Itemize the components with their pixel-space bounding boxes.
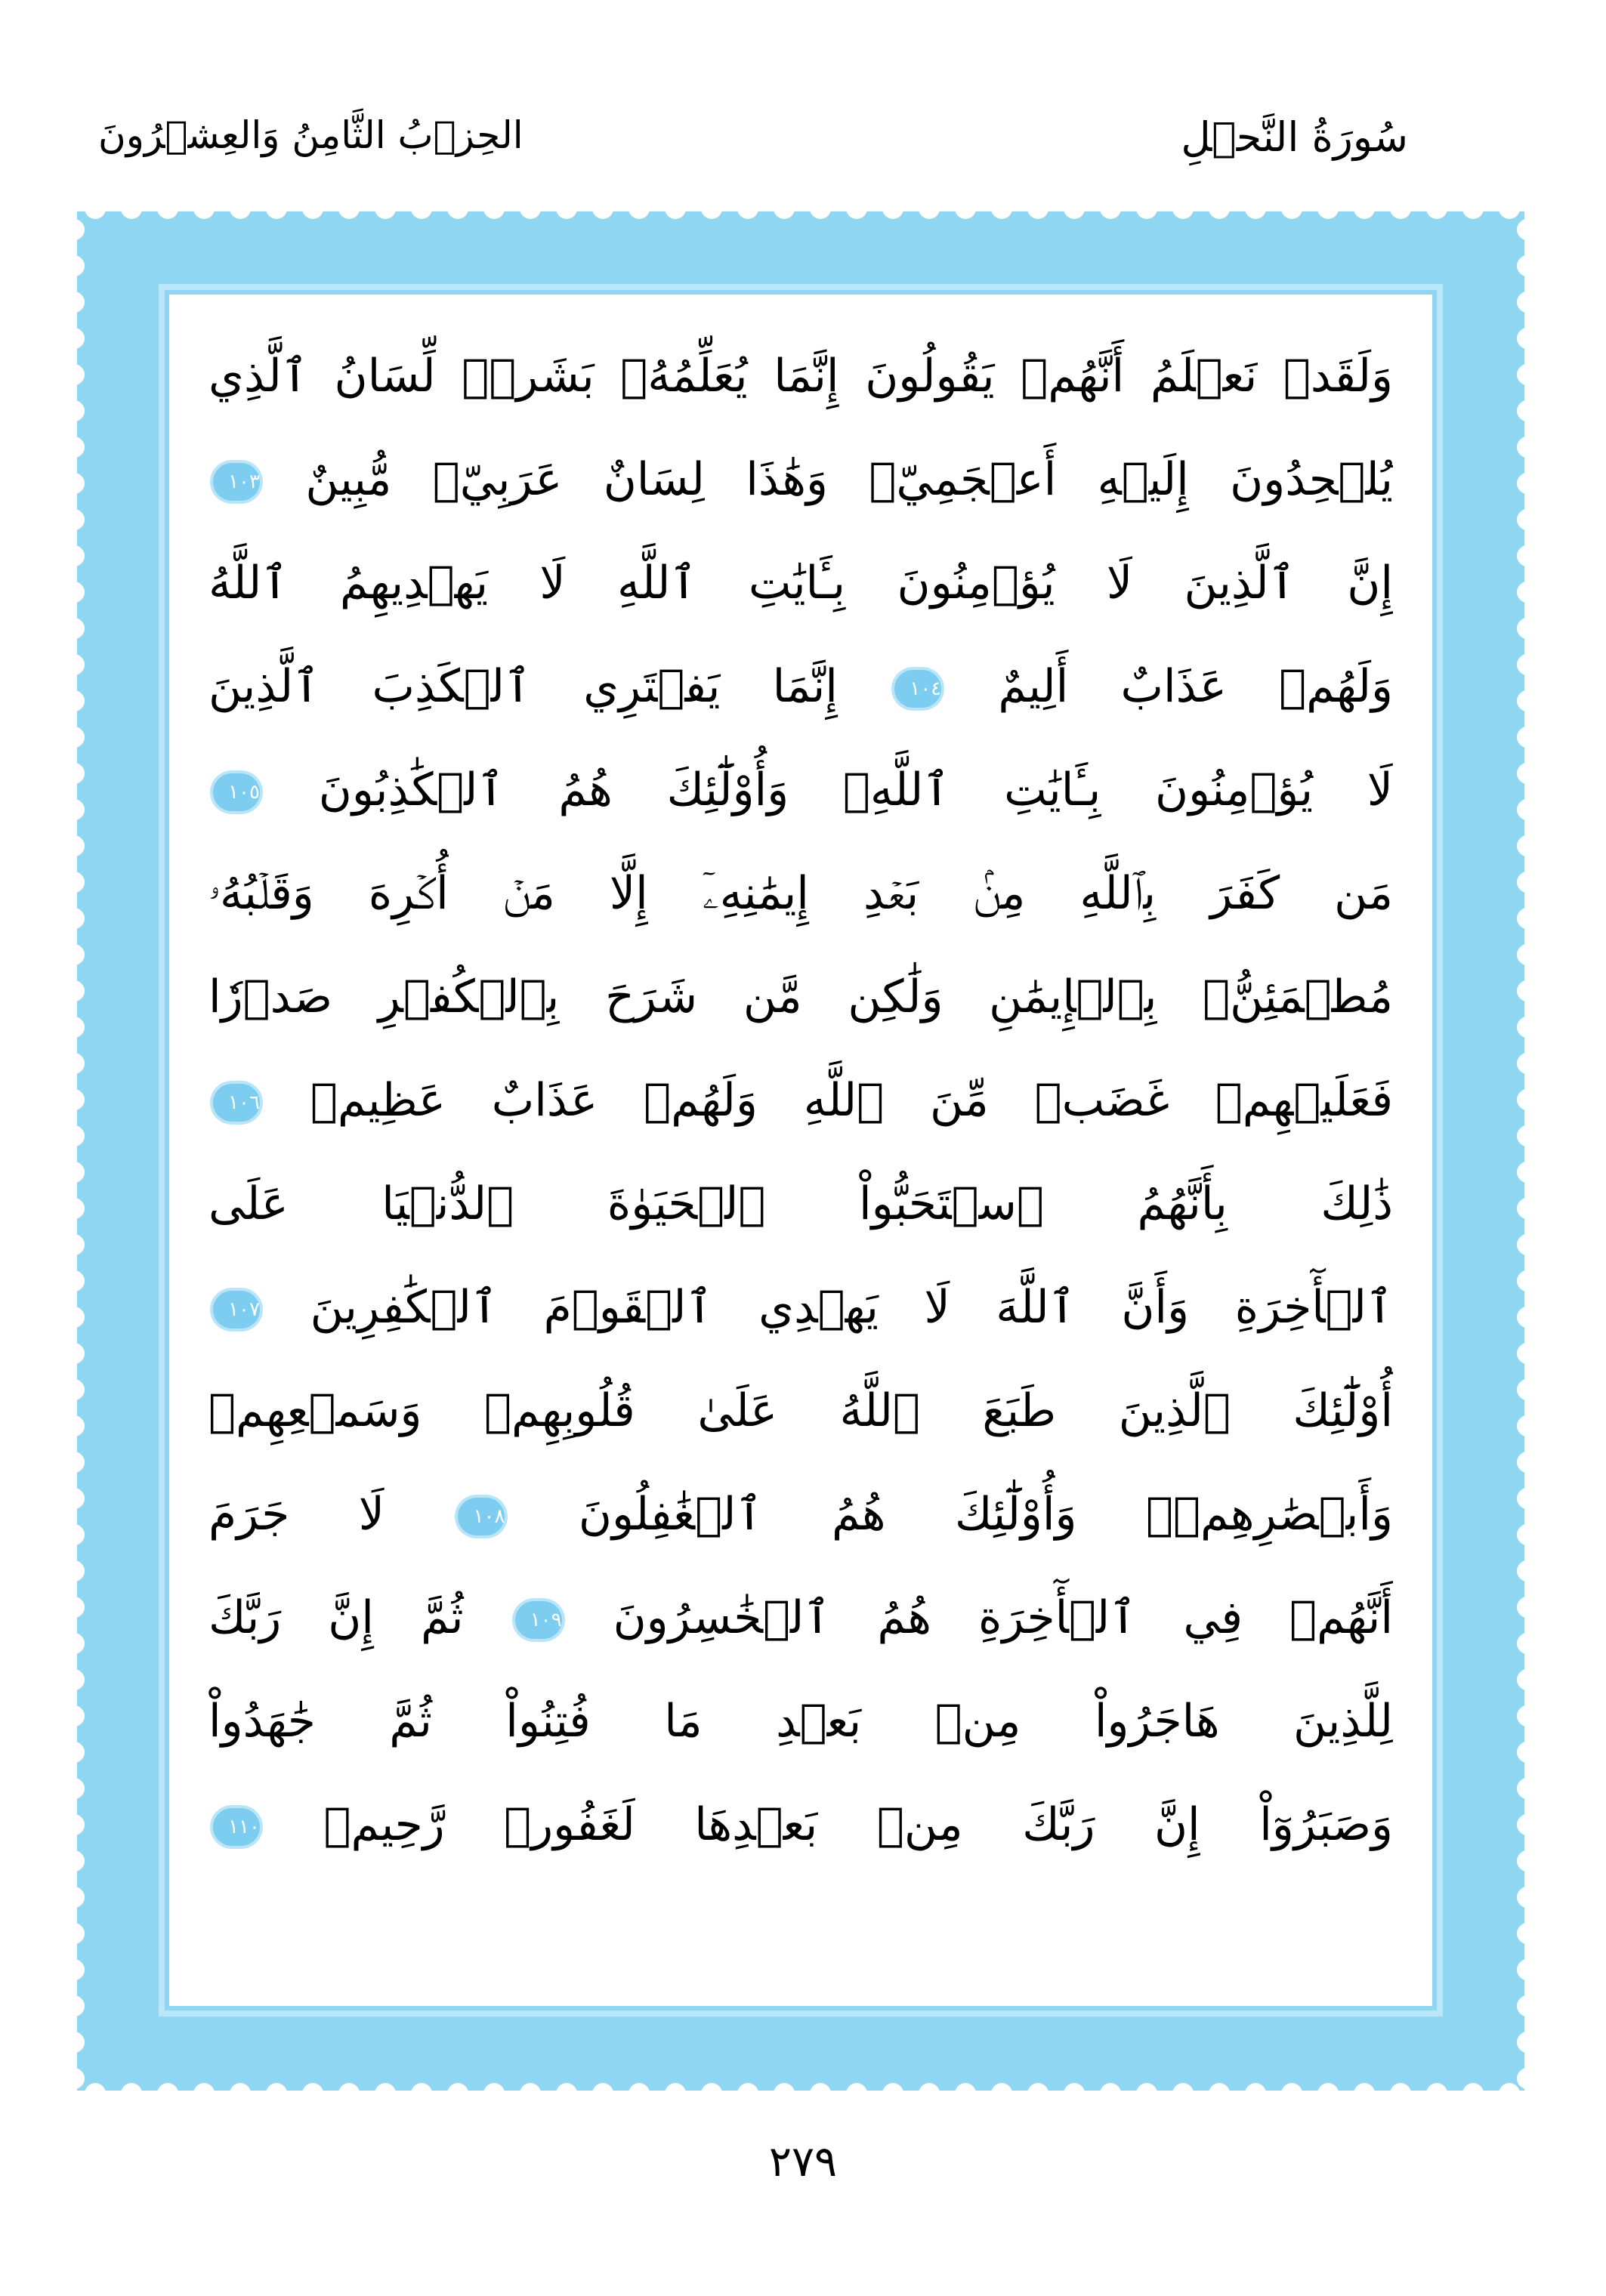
scallop-notch: [1517, 1125, 1524, 1146]
scallop-notch: [737, 211, 758, 219]
scallop-notch: [1517, 1017, 1524, 1038]
scallop-notch: [1517, 473, 1524, 494]
scallop-notch: [1317, 211, 1339, 219]
scallop-notch: [77, 1597, 85, 1618]
scallop-notch: [1517, 1343, 1524, 1364]
scallop-notch: [1209, 211, 1230, 219]
scallop-notch: [85, 211, 106, 219]
scallop-notch: [991, 211, 1012, 219]
scallop-notch: [77, 437, 85, 458]
scallop-notch: [1281, 211, 1302, 219]
scallop-notch: [77, 835, 85, 856]
scallop-notch: [882, 2083, 903, 2091]
scallop-notch: [1517, 835, 1524, 856]
scallop-notch: [77, 980, 85, 1001]
scallop-notch: [77, 1923, 85, 1944]
scallop-notch: [1517, 1234, 1524, 1255]
scallop-notch: [737, 2083, 758, 2091]
scallop-notch: [77, 1415, 85, 1437]
hizb-title: الحِزۡبُ الثَّامِنُ وَالعِشۡرُونَ: [98, 113, 523, 157]
verse-line: [208, 1049, 1393, 1153]
verse-text: ذَٰلِكَ بِأَنَّهُمُ ٱسۡتَحَبُّواْ ٱلۡحَيَوٰةَ ٱلدُّنۡيَا عَلَى: [208, 1177, 1393, 1230]
scallop-notch: [1100, 2083, 1121, 2091]
ayah-number-marker: ١٠٦: [213, 1084, 260, 1122]
scallop-notch: [1517, 654, 1524, 675]
scallop-notch: [701, 2083, 722, 2091]
scallop-notch: [991, 2083, 1012, 2091]
scallop-notch: [375, 2083, 396, 2091]
text-panel: [169, 295, 1432, 2006]
scallop-notch: [77, 1778, 85, 1799]
scallop-notch: [77, 1053, 85, 1074]
scallop-notch: [77, 799, 85, 820]
scallop-notch: [1517, 582, 1524, 603]
scallop-notch: [77, 727, 85, 748]
verse-text: إِنَّ ٱلَّذِينَ لَا يُؤۡمِنُونَ بِـَٔايَٰتِ ٱللَّهِ لَا يَهۡدِيهِمُ ٱللَّهُ: [208, 557, 1393, 609]
scallop-notch: [1517, 618, 1524, 639]
scallop-notch: [1027, 2083, 1049, 2091]
scallop-notch: [882, 211, 903, 219]
scallop-notch: [77, 509, 85, 530]
verse-text: مَن كَفَرَ بِٱللَّهِ مِنۢ بَعۡدِ إِيمَٰنِهِۦٓ إِلَّا مَنۡ أُكۡرِهَ وَقَلۡبُهُۥ: [208, 867, 1393, 920]
scallop-notch: [1281, 2083, 1302, 2091]
scallop-notch: [1517, 1162, 1524, 1183]
scallop-notch: [447, 211, 468, 219]
scallop-notch: [77, 1524, 85, 1545]
scallop-notch: [1517, 1379, 1524, 1400]
scallop-notch: [1517, 1089, 1524, 1110]
scallop-notch: [77, 690, 85, 711]
verse-text: أَنَّهُمۡ فِي ٱلۡأٓخِرَةِ هُمُ ٱلۡخَٰسِرُونَ: [613, 1591, 1393, 1644]
scallop-notch: [483, 211, 505, 219]
scallop-notch: [77, 2068, 85, 2089]
verse-text: لَا يُؤۡمِنُونَ بِـَٔايَٰتِ ٱللَّهِۖ وَأُوْلَٰٓئِكَ هُمُ ٱلۡكَٰذِبُونَ: [318, 764, 1393, 816]
scallop-notch: [955, 211, 976, 219]
scallop-notch: [955, 2083, 976, 2091]
scallop-notch: [1064, 2083, 1085, 2091]
surah-title: سُورَةُ النَّحۡلِ: [1181, 113, 1408, 161]
scallop-notch: [77, 1959, 85, 1980]
scallop-notch: [77, 1125, 85, 1146]
scallop-notch: [77, 1887, 85, 1908]
scallop-notch: [338, 211, 360, 219]
scallop-notch: [77, 473, 85, 494]
scallop-notch: [1517, 1307, 1524, 1328]
verse-line: [208, 1153, 1393, 1256]
scallop-notch: [447, 2083, 468, 2091]
decorative-frame: [77, 211, 1524, 2091]
scallop-notch: [77, 1669, 85, 1690]
scallop-notch: [1517, 944, 1524, 965]
scallop-notch: [1462, 211, 1484, 219]
scallop-notch: [1517, 2032, 1524, 2053]
scallop-notch: [1064, 211, 1085, 219]
scallop-notch: [810, 2083, 831, 2091]
scallop-notch: [77, 1343, 85, 1364]
scallop-notch: [1317, 2083, 1339, 2091]
scallop-notch: [592, 211, 613, 219]
scallop-notch: [1517, 799, 1524, 820]
scallop-notch: [77, 328, 85, 349]
scallop-notch: [1517, 1415, 1524, 1437]
scallop-notch: [665, 2083, 686, 2091]
scallop-notch: [1517, 1887, 1524, 1908]
scallop-notch: [1517, 1669, 1524, 1690]
scallop-notch: [1517, 1452, 1524, 1473]
scallop-notch: [157, 2083, 178, 2091]
scallop-notch: [846, 211, 867, 219]
scallop-notch: [77, 2032, 85, 2053]
scallop-notch: [157, 211, 178, 219]
scallop-notch: [1517, 1742, 1524, 1763]
scallop-notch: [77, 255, 85, 276]
verse-text: ٱلۡأٓخِرَةِ وَأَنَّ ٱللَّهَ لَا يَهۡدِي ٱلۡقَوۡمَ ٱلۡكَٰفِرِينَ: [310, 1281, 1393, 1334]
scallop-notch: [411, 2083, 432, 2091]
scallop-notch: [919, 211, 940, 219]
scallop-notch: [338, 2083, 360, 2091]
scallop-notch: [810, 211, 831, 219]
scallop-notch: [77, 1452, 85, 1473]
scallop-notch: [774, 2083, 795, 2091]
verse-text: وَلَقَدۡ نَعۡلَمُ أَنَّهُمۡ يَقُولُونَ إِنَّمَا يُعَلِّمُهُۥ بَشَرٞۗ لِّسَانُ ٱلَّذِي: [208, 350, 1393, 403]
scallop-notch: [77, 1560, 85, 1582]
scallop-notch: [520, 211, 541, 219]
ayah-number-marker: ١١٠: [213, 1808, 260, 1846]
scallop-notch: [1172, 211, 1194, 219]
scallop-notch: [77, 1270, 85, 1292]
scallop-notch: [266, 211, 287, 219]
scallop-notch: [1517, 509, 1524, 530]
scallop-notch: [919, 2083, 940, 2091]
scallop-notch: [592, 2083, 613, 2091]
verse-text: يُلۡحِدُونَ إِلَيۡهِ أَعۡجَمِيّٞ وَهَٰذَا لِسَانٌ عَرَبِيّٞ مُّبِينٌ: [305, 453, 1393, 506]
scallop-notch: [193, 211, 215, 219]
scallop-notch: [1517, 1053, 1524, 1074]
scallop-notch: [77, 763, 85, 784]
scallop-notch: [1517, 1597, 1524, 1618]
verse-line: [208, 1566, 1393, 1670]
verse-text: مُطۡمَئِنُّۢ بِٱلۡإِيمَٰنِ وَلَٰكِن مَّن شَرَحَ بِٱلۡكُفۡرِ صَدۡرٗا: [208, 971, 1393, 1023]
verse-text: وَأَبۡصَٰرِهِمۡۖ وَأُوْلَٰٓئِكَ هُمُ ٱلۡغَٰفِلُونَ: [578, 1488, 1393, 1541]
scallop-notch: [85, 2083, 106, 2091]
verse-line: [208, 1670, 1393, 1773]
scallop-notch: [77, 1089, 85, 1110]
scallop-notch: [1517, 2068, 1524, 2089]
scallop-notch: [375, 211, 396, 219]
scallop-notch: [77, 292, 85, 313]
scallop-notch: [77, 582, 85, 603]
scallop-notch: [193, 2083, 215, 2091]
scallop-notch: [411, 211, 432, 219]
scallop-notch: [77, 364, 85, 385]
scallop-notch: [1517, 328, 1524, 349]
verse-text: وَصَبَرُوٓاْ إِنَّ رَبَّكَ مِنۢ بَعۡدِهَا لَغَفُورٞ رَّحِيمٞ: [323, 1798, 1393, 1851]
verse-text: فَعَلَيۡهِمۡ غَضَبٞ مِّنَ ٱللَّهِ وَلَهُمۡ عَذَابٌ عَظِيمٞ: [310, 1074, 1393, 1127]
scallop-notch: [1517, 1778, 1524, 1799]
verse-lines: [208, 325, 1393, 1976]
scallop-notch: [1517, 437, 1524, 458]
scallop-notch: [1209, 2083, 1230, 2091]
scallop-notch: [1517, 1633, 1524, 1654]
scallop-notch: [1517, 292, 1524, 313]
scallop-notch: [1517, 1705, 1524, 1727]
scallop-notch: [1517, 1488, 1524, 1509]
scallop-notch: [1517, 545, 1524, 566]
verse-text-continued: لَا جَرَمَ: [208, 1488, 385, 1541]
scallop-notch: [77, 1162, 85, 1183]
scallop-notch: [1390, 211, 1411, 219]
scallop-notch: [302, 211, 323, 219]
scallop-notch: [1517, 1524, 1524, 1545]
scallop-notch: [230, 2083, 251, 2091]
scallop-notch: [1517, 908, 1524, 929]
scallop-notch: [77, 400, 85, 421]
scallop-notch: [1426, 211, 1447, 219]
scallop-notch: [77, 1705, 85, 1727]
scallop-notch: [1517, 980, 1524, 1001]
scallop-notch: [77, 944, 85, 965]
scallop-notch: [77, 1995, 85, 2017]
scallop-notch: [1517, 255, 1524, 276]
ayah-number-marker: ١٠٨: [458, 1498, 505, 1535]
verse-text-continued: إِنَّمَا يَفۡتَرِي ٱلۡكَذِبَ ٱلَّذِينَ: [208, 660, 838, 713]
verse-text: أُوْلَٰٓئِكَ ٱلَّذِينَ طَبَعَ ٱللَّهُ عَلَىٰ قُلُوبِهِمۡ وَسَمۡعِهِمۡ: [208, 1384, 1393, 1437]
scallop-notch: [1517, 1560, 1524, 1582]
scallop-notch: [1517, 727, 1524, 748]
scallop-notch: [556, 211, 577, 219]
scallop-notch: [701, 211, 722, 219]
scallop-notch: [629, 2083, 650, 2091]
ayah-number-marker: ١٠٤: [894, 670, 941, 708]
verse-line: [208, 325, 1393, 428]
scallop-notch: [846, 2083, 867, 2091]
scallop-notch: [1426, 2083, 1447, 2091]
verse-line: [208, 1463, 1393, 1566]
page-header: [0, 113, 1606, 181]
scallop-notch: [1136, 211, 1157, 219]
scallop-notch: [1027, 211, 1049, 219]
scallop-notch: [77, 1307, 85, 1328]
scallop-notch: [1517, 763, 1524, 784]
scallop-notch: [483, 2083, 505, 2091]
scallop-notch: [230, 211, 251, 219]
scallop-notch: [302, 2083, 323, 2091]
scallop-notch: [1517, 1959, 1524, 1980]
verse-line: [208, 1773, 1393, 1877]
ayah-number-marker: ١٠٧: [213, 1291, 260, 1329]
scallop-notch: [1354, 211, 1375, 219]
scallop-notch: [1499, 211, 1520, 219]
scallop-notch: [774, 211, 795, 219]
scallop-notch: [1354, 2083, 1375, 2091]
scallop-notch: [1517, 1995, 1524, 2017]
verse-line: [208, 946, 1393, 1049]
scallop-notch: [77, 1488, 85, 1509]
scallop-notch: [1517, 400, 1524, 421]
scallop-notch: [1390, 2083, 1411, 2091]
scallop-notch: [77, 219, 85, 240]
scallop-notch: [1245, 2083, 1266, 2091]
scallop-notch: [77, 1633, 85, 1654]
scallop-notch: [1172, 2083, 1194, 2091]
scallop-notch: [1517, 1814, 1524, 1835]
ayah-number-marker: ١٠٩: [515, 1601, 562, 1639]
verse-text: وَلَهُمۡ عَذَابٌ أَلِيمٌ: [998, 660, 1393, 713]
scallop-notch: [77, 908, 85, 929]
scallop-notch: [77, 1850, 85, 1872]
scallop-notch: [1517, 219, 1524, 240]
verse-text: لِلَّذِينَ هَاجَرُواْ مِنۢ بَعۡدِ مَا فُتِنُواْ ثُمَّ جَٰهَدُواْ: [208, 1695, 1393, 1748]
scallop-notch: [629, 211, 650, 219]
scallop-notch: [520, 2083, 541, 2091]
scallop-notch: [1462, 2083, 1484, 2091]
verse-line: [208, 428, 1393, 532]
scallop-notch: [1517, 1270, 1524, 1292]
page-number: ٢٧٩: [768, 2137, 838, 2186]
ayah-number-marker: ١٠٣: [213, 463, 260, 501]
scallop-notch: [556, 2083, 577, 2091]
scallop-notch: [1517, 872, 1524, 893]
scallop-notch: [77, 618, 85, 639]
scallop-notch: [77, 1742, 85, 1763]
scallop-notch: [121, 211, 142, 219]
scallop-notch: [1517, 690, 1524, 711]
verse-line: [208, 1256, 1393, 1359]
scallop-notch: [1100, 211, 1121, 219]
scallop-notch: [121, 2083, 142, 2091]
verse-line: [208, 635, 1393, 739]
verse-line: [208, 739, 1393, 842]
scallop-notch: [1136, 2083, 1157, 2091]
scallop-notch: [266, 2083, 287, 2091]
verse-line: [208, 842, 1393, 946]
scallop-notch: [665, 211, 686, 219]
scallop-notch: [1245, 211, 1266, 219]
scallop-notch: [1517, 1923, 1524, 1944]
scallop-notch: [77, 1814, 85, 1835]
scallop-notch: [1517, 1850, 1524, 1872]
verse-text-continued: ثُمَّ إِنَّ رَبَّكَ: [208, 1591, 464, 1644]
verse-line: [208, 1359, 1393, 1463]
scallop-notch: [77, 654, 85, 675]
scallop-notch: [1517, 364, 1524, 385]
scallop-notch: [1499, 2083, 1520, 2091]
scallop-notch: [77, 545, 85, 566]
scallop-notch: [77, 1198, 85, 1219]
scallop-notch: [77, 872, 85, 893]
scallop-notch: [77, 1017, 85, 1038]
scallop-notch: [77, 1234, 85, 1255]
verse-line: [208, 532, 1393, 635]
ayah-number-marker: ١٠٥: [213, 773, 260, 811]
scallop-notch: [77, 1379, 85, 1400]
scallop-notch: [1517, 1198, 1524, 1219]
